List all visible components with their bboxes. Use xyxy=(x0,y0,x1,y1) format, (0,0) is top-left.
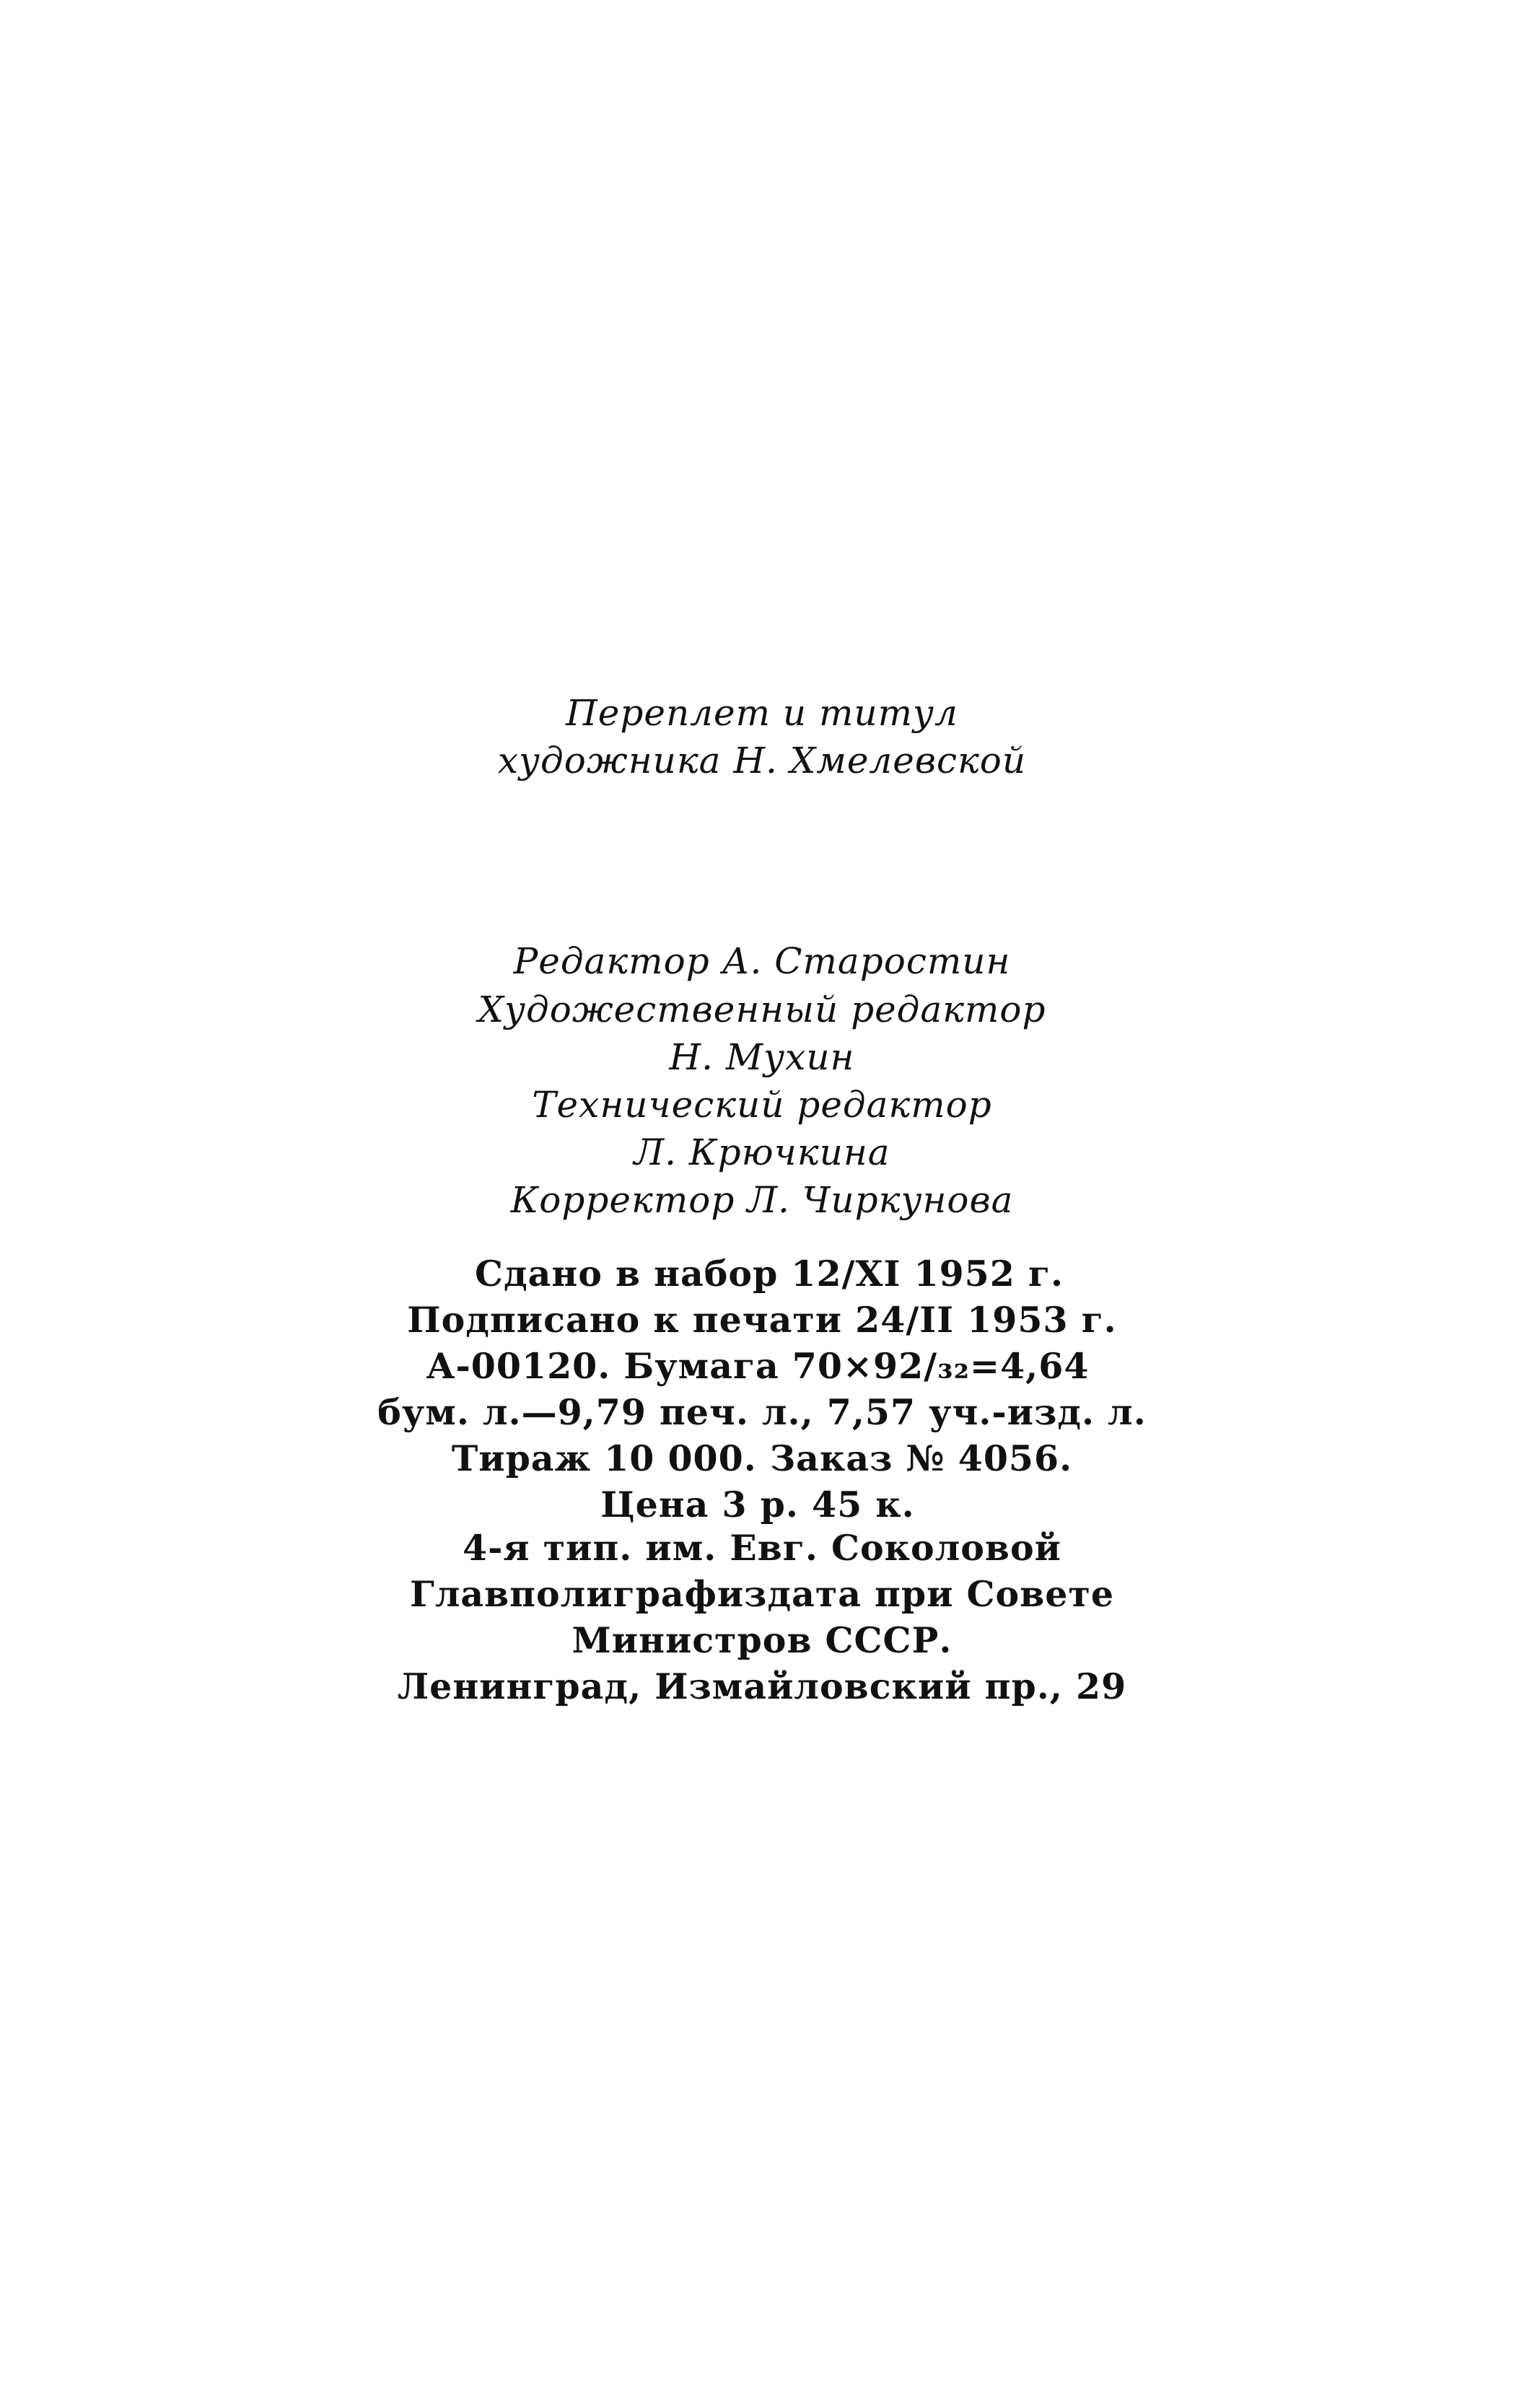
tech-editor-name: Л. Крючкина xyxy=(634,1131,890,1173)
paper-format: А-00120. Бумага 70×92/₃₂=4,64 xyxy=(426,1345,1090,1387)
printer-affiliation: Главполиграфиздата при Совете xyxy=(409,1573,1114,1615)
price: Цена 3 р. 45 к. xyxy=(600,1484,915,1525)
binding-title-credit: Переплет и титул xyxy=(566,692,958,734)
printer-name: 4-я тип. им. Евг. Соколовой xyxy=(463,1527,1061,1569)
signed-date: Подписано к печати 24/II 1953 г. xyxy=(407,1299,1117,1341)
sheet-counts: бум. л.—9,79 печ. л., 7,57 уч.-изд. л. xyxy=(377,1391,1147,1433)
art-editor-title: Художественный редактор xyxy=(478,989,1046,1030)
design-credits xyxy=(0,689,1524,784)
editorial-credits xyxy=(0,937,1524,1224)
circulation-order: Тираж 10 000. Заказ № 4056. xyxy=(451,1437,1073,1479)
printer-info xyxy=(0,1525,1524,1709)
printer-affiliation-cont: Министров СССР. xyxy=(572,1619,952,1661)
tech-editor-title: Технический редактор xyxy=(532,1084,992,1126)
proofreader-credit: Корректор Л. Чиркунова xyxy=(510,1179,1014,1221)
artist-credit: художника Н. Хмелевской xyxy=(497,740,1027,781)
submitted-date: Сдано в набор 12/XI 1952 г. xyxy=(474,1253,1064,1295)
print-details xyxy=(0,1251,1524,1528)
printer-address: Ленинград, Измайловский пр., 29 xyxy=(397,1665,1127,1707)
art-editor-name: Н. Мухин xyxy=(669,1036,855,1078)
editor-credit: Редактор А. Старостин xyxy=(513,940,1011,982)
